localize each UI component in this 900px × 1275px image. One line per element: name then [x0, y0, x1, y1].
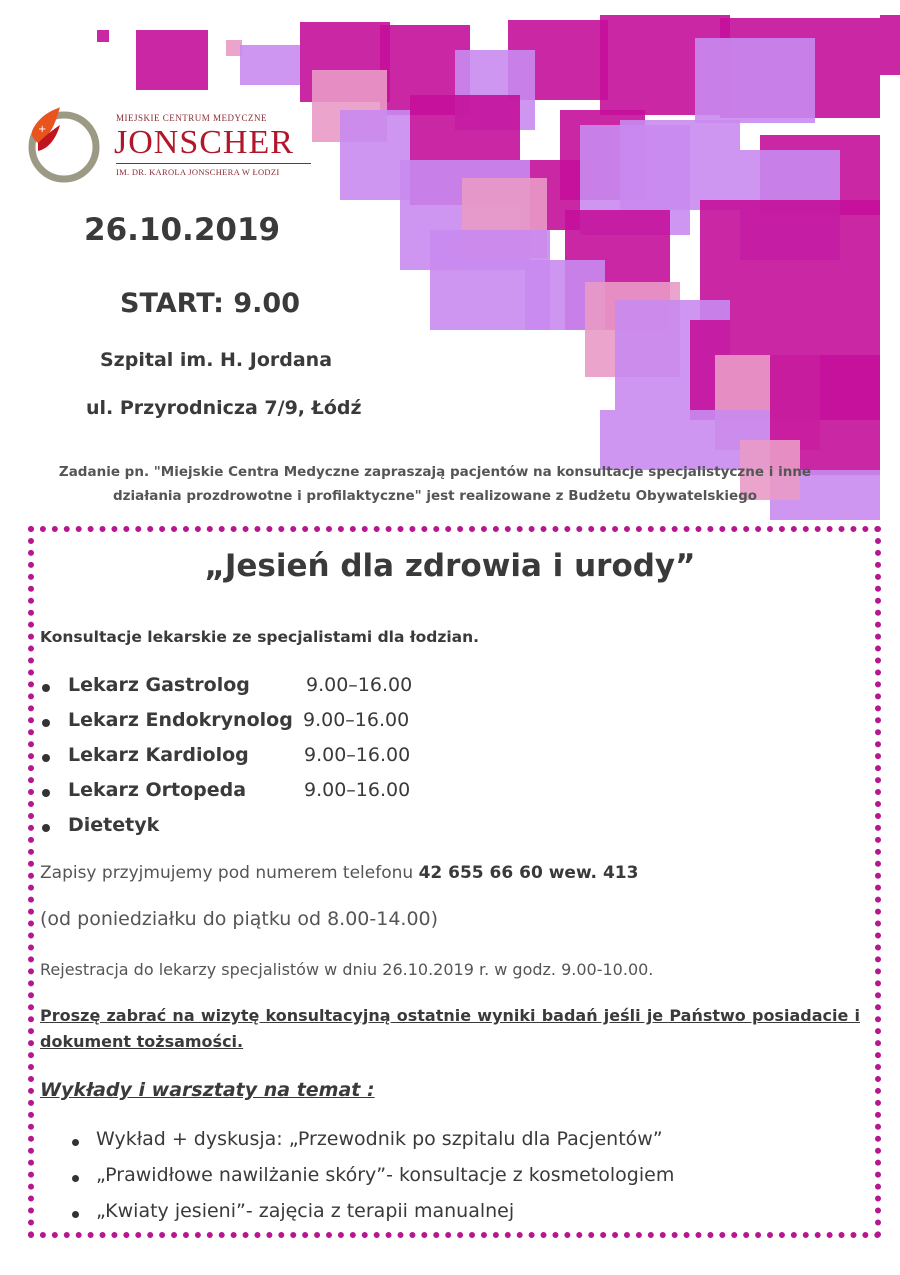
- logo-subtitle: IM. DR. KAROLA JONSCHERA W ŁODZI: [116, 167, 280, 177]
- doctor-hours: 9.00–16.00: [304, 779, 411, 801]
- doctor-hours: 9.00–16.00: [303, 709, 410, 731]
- logo-name: JONSCHER: [114, 124, 294, 161]
- office-days: (od poniedziałku do piątku od 8.00-14.00): [40, 908, 439, 930]
- logo: [24, 105, 324, 187]
- task-note: Zadanie pn. "Miejskie Centra Medyczne zapraszają pacjentów na konsultacje specjalistyczne i inne działania prozdrowotne i profilaktyczne" jest realizowane z Budżetu Obywatelskiego: [58, 464, 812, 504]
- logo-icon: [24, 105, 102, 183]
- bullet-icon: [42, 719, 50, 727]
- logo-small-text: MIEJSKIE CENTRUM MEDYCZNE: [116, 113, 267, 123]
- doctor-name: Lekarz Kardiolog: [68, 744, 249, 766]
- logo-divider: [116, 163, 311, 164]
- bullet-icon: [42, 754, 50, 762]
- lecture-title: Wykład + dyskusja: „Przewodnik po szpitalu dla Pacjentów”: [96, 1128, 663, 1150]
- doctor-hours: 9.00–16.00: [306, 674, 413, 696]
- decor-square: [880, 15, 900, 75]
- decor-square: [240, 45, 300, 85]
- doctor-name: Lekarz Gastrolog: [68, 674, 250, 696]
- doctor-name: Lekarz Endokrynolog: [68, 709, 293, 731]
- intro-text: Konsultacje lekarskie ze specjalistami dla łodzian.: [40, 628, 480, 646]
- bullet-icon: [72, 1175, 79, 1182]
- bring-documents-note: Proszę zabrać na wizytę konsultacyjną ostatnie wyniki badań jeśli je Państwo posiadacie i dokument tożsamości.: [40, 1006, 860, 1051]
- event-date: 26.10.2019: [84, 212, 281, 248]
- event-address: ul. Przyrodnicza 7/9, Łódź: [86, 397, 362, 419]
- phone-line: [40, 863, 638, 883]
- decor-square: [136, 30, 208, 90]
- phone-number: 42 655 66 60 wew. 413: [418, 863, 639, 883]
- phone-prefix: Zapisy przyjmujemy pod numerem telefonu: [40, 863, 414, 883]
- event-venue: Szpital im. H. Jordana: [100, 349, 333, 371]
- decor-square: [695, 38, 815, 123]
- lecture-title: „Prawidłowe nawilżanie skóry”- konsultacje z kosmetologiem: [96, 1164, 675, 1186]
- decor-square: [97, 30, 109, 42]
- bullet-icon: [72, 1211, 79, 1218]
- bullet-icon: [42, 789, 50, 797]
- bullet-icon: [42, 824, 50, 832]
- lectures-heading: Wykłady i warsztaty na temat :: [40, 1079, 375, 1101]
- registration-note: Rejestracja do lekarzy specjalistów w dniu 26.10.2019 r. w godz. 9.00-10.00.: [40, 960, 654, 979]
- doctor-name: Lekarz Ortopeda: [68, 779, 247, 801]
- page-title: „Jesień dla zdrowia i urody”: [204, 548, 696, 584]
- doctor-hours: 9.00–16.00: [304, 744, 411, 766]
- lecture-title: „Kwiaty jesieni”- zajęcia z terapii manualnej: [96, 1200, 515, 1222]
- event-start: START: 9.00: [120, 288, 300, 319]
- bullet-icon: [72, 1139, 79, 1146]
- bullet-icon: [42, 684, 50, 692]
- doctor-name: Dietetyk: [68, 814, 160, 836]
- svg-text:+: +: [38, 124, 47, 135]
